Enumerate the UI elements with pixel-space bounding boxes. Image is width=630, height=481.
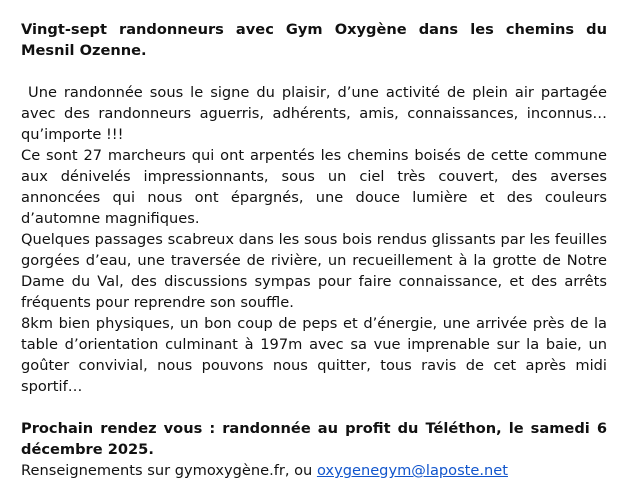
paragraph-walkers: Ce sont 27 marcheurs qui ont arpentés les chemins boisés de cette commune aux dénivelés impressionnants, sous un ciel très couvert, des averses annoncées qui nous ont épargnés, une douce lumière et des couleurs d’automne magnifiques. [21,147,607,227]
email-link[interactable]: oxygenegym@laposte.net [316,462,508,479]
info-line [21,460,607,481]
info-prefix: Renseignements sur gymoxygène.fr, ou [21,462,317,479]
paragraph-summary: 8km bien physiques, un bon coup de peps et d’énergie, une arrivée près de la table d’orientation culminant à 197m avec sa vue imprenable sur la baie, un goûter convivial, nous pouvons nous quitter, tous ravis de cet après midi sportif… [21,315,607,395]
document-title: Vingt-sept randonneurs avec Gym Oxygène dans les chemins du Mesnil Ozenne. [21,21,607,59]
paragraph-gap [21,397,607,418]
paragraph-intro: Une randonnée sous le signe du plaisir, d’une activité de plein air partagée avec des randonneurs aguerris, adhérents, amis, connaissances, inconnus…qu’importe !!! [21,84,612,143]
document-page [21,19,612,481]
next-event-announcement: Prochain rendez vous : randonnée au profit du Téléthon, le samedi 6 décembre 2025. [21,420,607,458]
paragraph-passages: Quelques passages scabreux dans les sous bois rendus glissants par les feuilles gorgées d’eau, une traversée de rivière, un recueillement à la grotte de Notre Dame du Val, des discussions sympas pour faire connaissance, et des arrêts fréquents pour reprendre son souffle. [21,231,607,311]
